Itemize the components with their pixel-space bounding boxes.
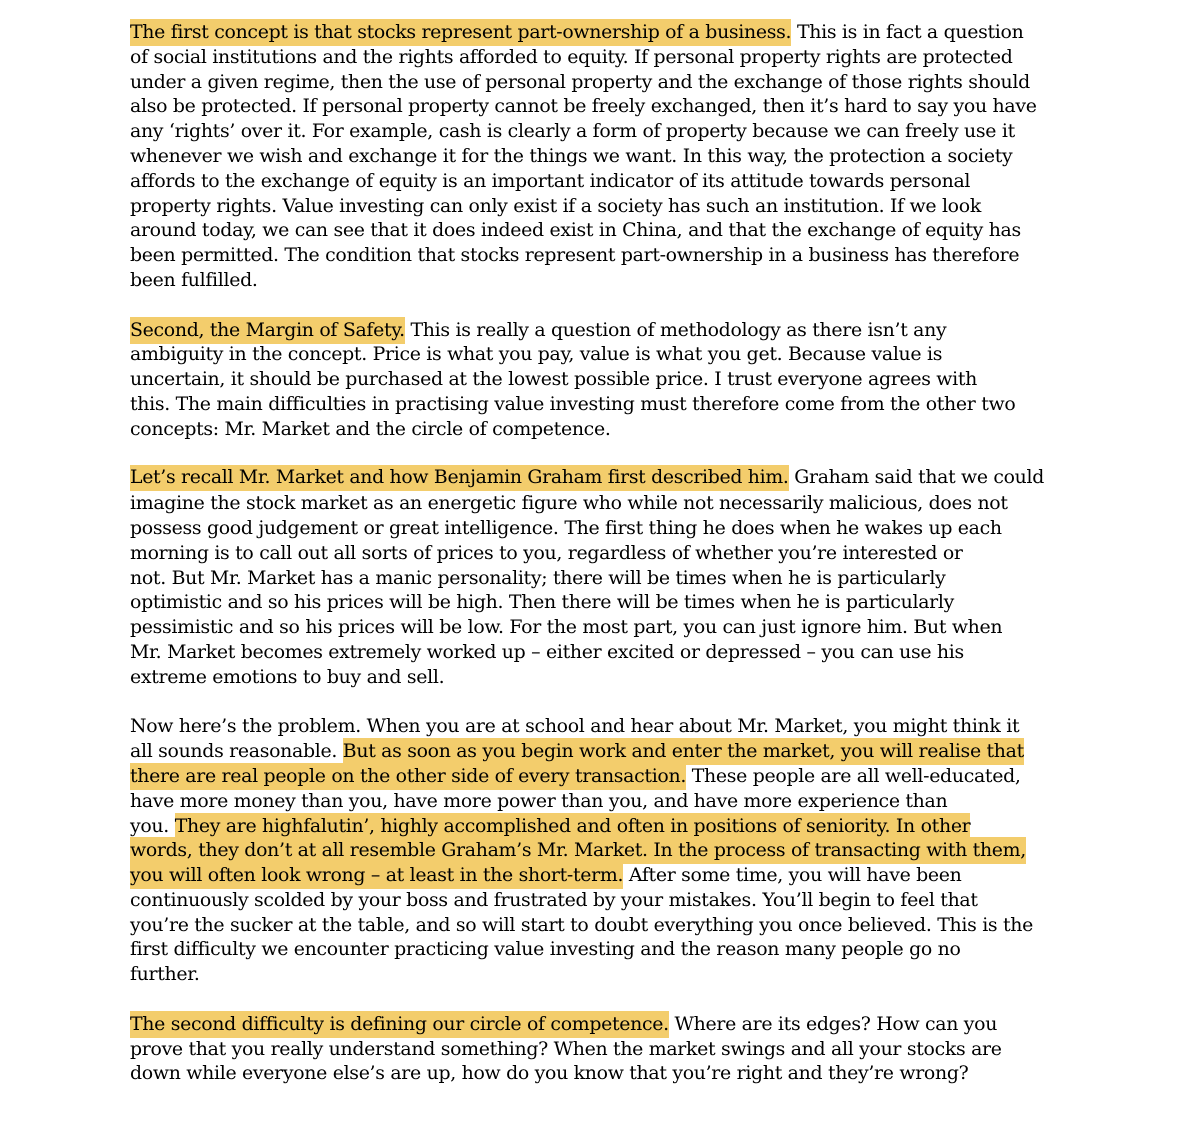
text-line — [130, 962, 1050, 987]
paragraph-3 — [130, 466, 1050, 689]
text-line — [130, 640, 1050, 665]
text-line — [130, 590, 1050, 615]
text-line — [130, 541, 1050, 566]
text-line — [130, 665, 1050, 690]
body-text: further. — [130, 963, 200, 986]
text-line — [130, 466, 1050, 491]
body-text: morning is to call out all sorts of prices to you, regardless of whether you’re interested or — [130, 541, 963, 564]
body-text: any ‘rights’ over it. For example, cash is clearly a form of property because we can freely use it — [130, 120, 1015, 143]
text-line — [130, 1012, 1050, 1037]
text-line — [130, 764, 1050, 789]
body-text: been fulfilled. — [130, 268, 258, 291]
body-text: continuously scolded by your boss and frustrated by your mistakes. You’ll begin to feel that — [130, 888, 978, 911]
body-text: This is really a question of methodology as there isn’t any — [404, 318, 947, 341]
text-line — [130, 20, 1050, 45]
paragraph-4 — [130, 714, 1050, 987]
highlighted-text: you will often look wrong – at least in the short-term. — [130, 862, 623, 889]
body-text: extreme emotions to buy and sell. — [130, 665, 445, 688]
body-text: not. But Mr. Market has a manic personality; there will be times when he is particularly — [130, 566, 946, 589]
body-text: you’re the sucker at the table, and so will start to doubt everything you once believed. This is the — [130, 913, 1034, 936]
text-line — [130, 838, 1050, 863]
text-line — [130, 342, 1050, 367]
text-line — [130, 318, 1050, 343]
body-text: around today, we can see that it does indeed exist in China, and that the exchange of equity has — [130, 219, 1021, 242]
text-line — [130, 1061, 1050, 1086]
text-line — [130, 218, 1050, 243]
body-text: first difficulty we encounter practicing value investing and the reason many people go no — [130, 938, 961, 961]
body-text: all sounds reasonable. — [130, 740, 343, 763]
highlighted-text: They are highfalutin’, highly accomplished and often in positions of seniority. In other — [175, 813, 971, 840]
text-line — [130, 913, 1050, 938]
text-line — [130, 268, 1050, 293]
highlighted-text: But as soon as you begin work and enter the market, you will realise that — [343, 738, 1024, 765]
body-text: you. — [130, 814, 175, 837]
highlighted-text: words, they don’t at all resemble Graham’s Mr. Market. In the process of transacting with them, — [130, 837, 1026, 864]
body-text: pessimistic and so his prices will be low. For the most part, you can just ignore him. But when — [130, 616, 1003, 639]
body-text: under a given regime, then the use of personal property and the exchange of those rights should — [130, 70, 1030, 93]
body-text: possess good judgement or great intelligence. The first thing he does when he wakes up each — [130, 516, 1002, 539]
text-line — [130, 367, 1050, 392]
body-text: concepts: Mr. Market and the circle of competence. — [130, 417, 611, 440]
text-line — [130, 392, 1050, 417]
highlighted-text: Second, the Margin of Safety. — [130, 317, 405, 344]
text-line — [130, 516, 1050, 541]
text-line — [130, 615, 1050, 640]
text-line — [130, 194, 1050, 219]
body-text: property rights. Value investing can only exist if a society has such an institution. If we look — [130, 194, 981, 217]
body-text: ambiguity in the concept. Price is what you pay, value is what you get. Because value is — [130, 343, 943, 366]
text-line — [130, 417, 1050, 442]
text-line — [130, 144, 1050, 169]
text-line — [130, 169, 1050, 194]
body-text: have more money than you, have more power than you, and have more experience than — [130, 789, 948, 812]
text-line — [130, 45, 1050, 70]
body-text: also be protected. If personal property cannot be freely exchanged, then it’s hard to say you have — [130, 95, 1037, 118]
body-text: down while everyone else’s are up, how do you know that you’re right and they’re wrong? — [130, 1062, 969, 1085]
paragraph-5 — [130, 1012, 1050, 1086]
body-text: After some time, you will have been — [623, 864, 962, 887]
text-line — [130, 94, 1050, 119]
body-text: uncertain, it should be purchased at the lowest possible price. I trust everyone agrees with — [130, 368, 978, 391]
text-line — [130, 789, 1050, 814]
body-text: optimistic and so his prices will be high. Then there will be times when he is particularly — [130, 591, 955, 614]
text-line — [130, 491, 1050, 516]
body-text: These people are all well-educated, — [686, 764, 1021, 787]
highlighted-text: The second difficulty is defining our circle of competence. — [130, 1011, 669, 1038]
text-line — [130, 70, 1050, 95]
body-text: prove that you really understand something? When the market swings and all your stocks are — [130, 1037, 1002, 1060]
body-text: this. The main difficulties in practising value investing must therefore come from the other two — [130, 392, 1016, 415]
text-line — [130, 1037, 1050, 1062]
highlighted-text: there are real people on the other side of every transaction. — [130, 763, 686, 790]
body-text: Mr. Market becomes extremely worked up – either excited or depressed – you can use his — [130, 640, 964, 663]
document-body — [130, 20, 1050, 1086]
highlighted-text: Let’s recall Mr. Market and how Benjamin Graham first described him. — [130, 465, 789, 491]
body-text: Where are its edges? How can you — [668, 1012, 998, 1035]
body-text: whenever we wish and exchange it for the things we want. In this way, the protection a society — [130, 144, 1013, 167]
body-text: affords to the exchange of equity is an important indicator of its attitude towards personal — [130, 169, 971, 192]
text-line — [130, 739, 1050, 764]
paragraph-1 — [130, 20, 1050, 293]
body-text: Graham said that we could — [788, 467, 1044, 489]
body-text: imagine the stock market as an energetic figure who while not necessarily malicious, does not — [130, 492, 1008, 515]
text-line — [130, 888, 1050, 913]
text-line — [130, 714, 1050, 739]
body-text: of social institutions and the rights afforded to equity. If personal property rights are protected — [130, 45, 1013, 68]
text-line — [130, 863, 1050, 888]
text-line — [130, 119, 1050, 144]
text-line — [130, 243, 1050, 268]
body-text: Now here’s the problem. When you are at school and hear about Mr. Market, you might think it — [130, 715, 1020, 738]
highlighted-text: The first concept is that stocks represent part-ownership of a business. — [130, 19, 791, 46]
text-line — [130, 937, 1050, 962]
body-text: been permitted. The condition that stocks represent part-ownership in a business has therefore — [130, 244, 1020, 267]
paragraph-2 — [130, 318, 1050, 442]
body-text: This is in fact a question — [791, 21, 1024, 43]
text-line — [130, 566, 1050, 591]
text-line — [130, 814, 1050, 839]
document-page — [130, 20, 1050, 1111]
